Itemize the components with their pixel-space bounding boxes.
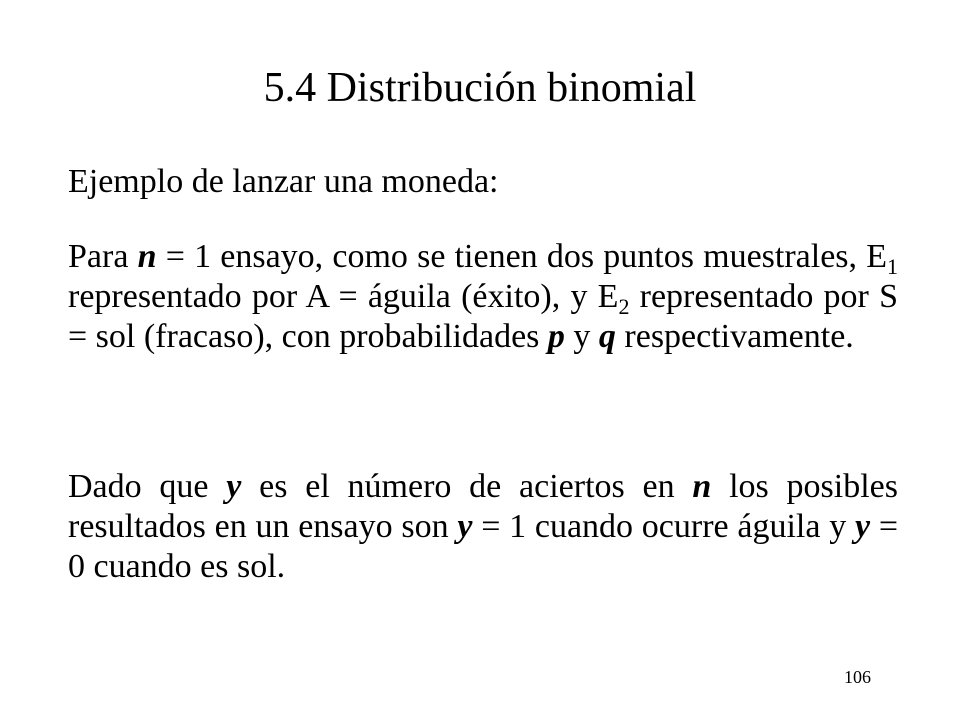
- text: = 1 ensayo, como se tienen dos puntos muestrales, E: [156, 238, 887, 275]
- paragraph-outcomes: [68, 467, 898, 587]
- text: los posibles resultados en un ensayo son: [68, 468, 898, 545]
- paragraph-coin-trial: [68, 237, 898, 357]
- example-heading: Ejemplo de lanzar una moneda:: [68, 163, 499, 200]
- subscript-2: 2: [618, 294, 630, 319]
- var-y: y: [457, 508, 473, 545]
- text: = 0 cuando es sol.: [68, 508, 898, 585]
- text: representado por A = águila (éxito), y E: [68, 278, 619, 315]
- slide-title: 5.4 Distribución binomial: [263, 65, 697, 111]
- text: es el número de aciertos en: [241, 468, 693, 505]
- text: = 1 cuando ocurre águila y: [472, 508, 855, 545]
- var-y: y: [226, 468, 242, 505]
- page-number: 106: [844, 667, 871, 687]
- text: respectivamente.: [615, 318, 854, 355]
- text: Para: [68, 238, 138, 275]
- text: Dado que: [68, 468, 227, 505]
- var-q: q: [598, 318, 616, 355]
- subscript-1: 1: [887, 254, 898, 279]
- text: y: [564, 318, 599, 355]
- var-y: y: [854, 508, 871, 545]
- text: representado por S = sol (fracaso), con probabilidades: [68, 278, 898, 355]
- var-n: n: [137, 238, 157, 275]
- var-p: p: [547, 318, 565, 355]
- var-n: n: [692, 468, 712, 505]
